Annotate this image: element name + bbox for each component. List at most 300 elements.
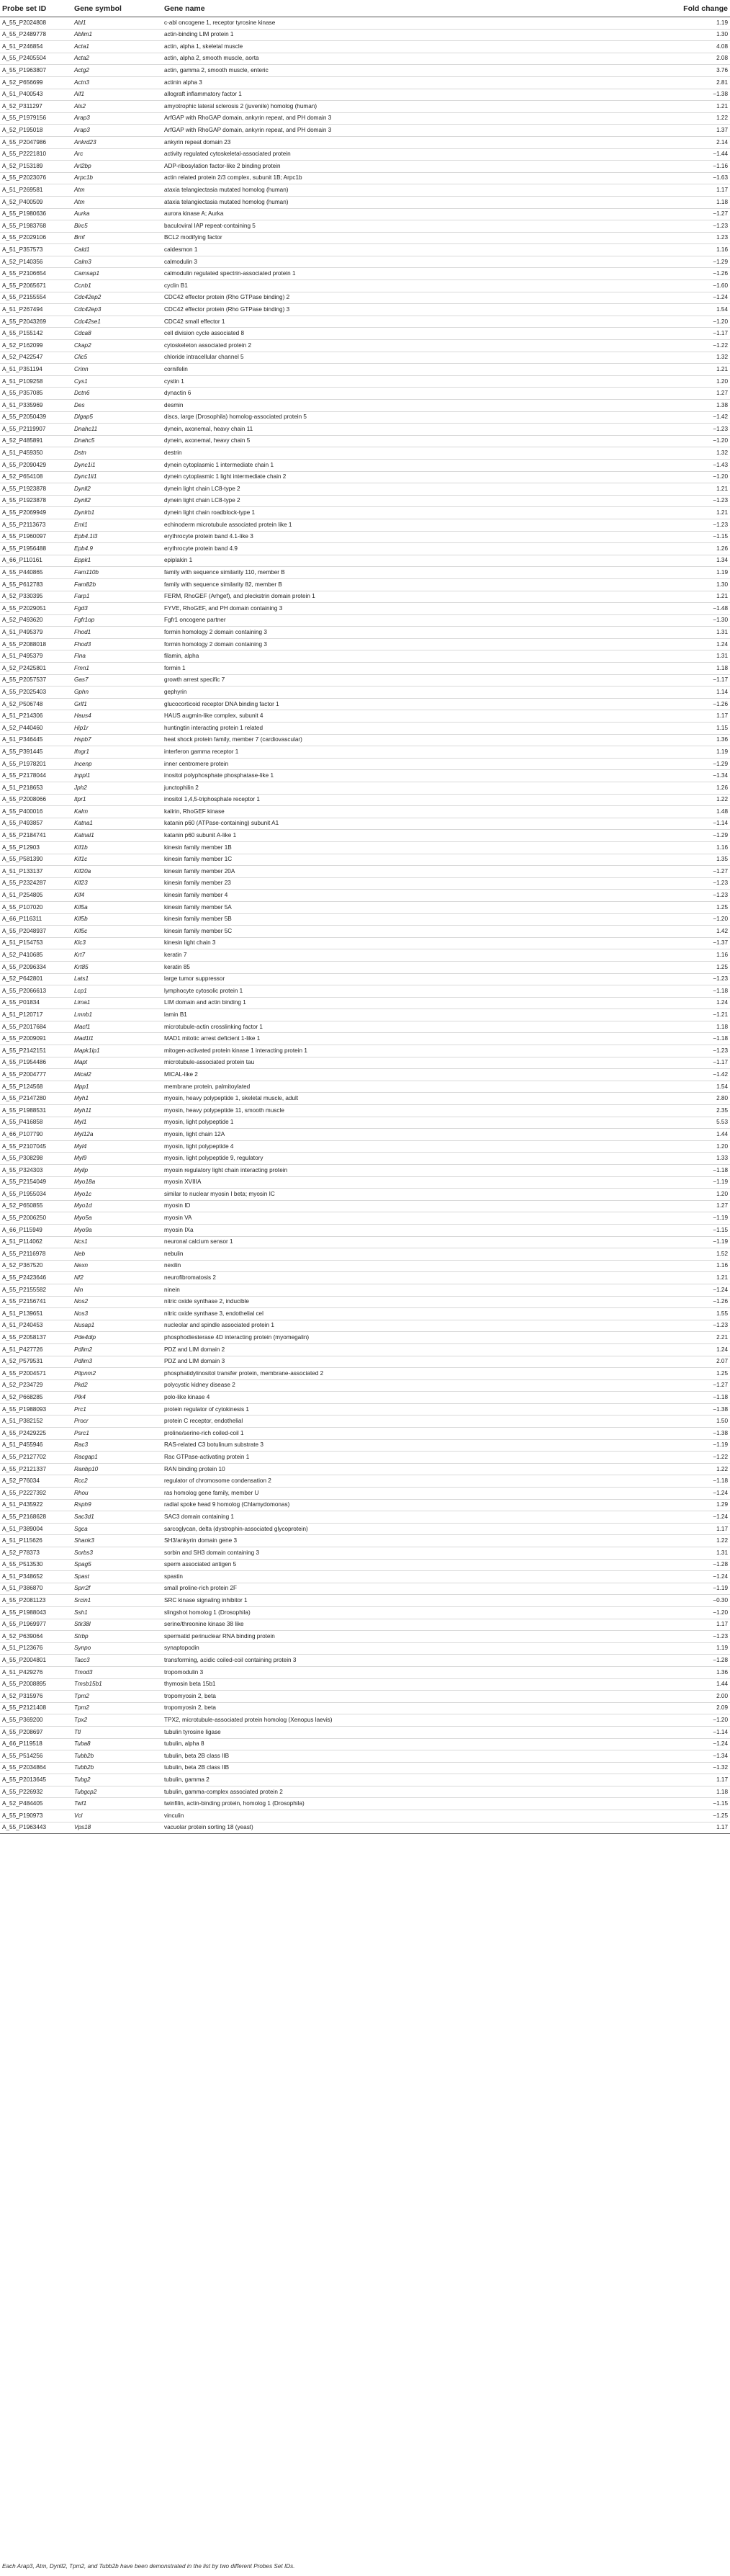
cell-probe-set-id: A_55_P1988531 (0, 1105, 72, 1117)
cell-gene-name: destrin (162, 447, 672, 460)
cell-fold-change: 1.55 (672, 1308, 730, 1320)
cell-gene-name: phosphatidylinositol transfer protein, membrane-associated 2 (162, 1368, 672, 1380)
cell-gene-symbol: Dctn6 (72, 388, 162, 400)
cell-gene-symbol: Myl4 (72, 1140, 162, 1153)
cell-fold-change: 2.35 (672, 1105, 730, 1117)
cell-fold-change: 1.31 (672, 650, 730, 663)
cell-probe-set-id: A_55_P1923878 (0, 495, 72, 507)
table-row (0, 1439, 730, 1452)
cell-fold-change: 2.09 (672, 1702, 730, 1714)
cell-fold-change: 1.48 (672, 806, 730, 818)
cell-fold-change: −1.20 (672, 913, 730, 926)
cell-gene-name: PDZ and LIM domain 2 (162, 1343, 672, 1356)
cell-fold-change: 1.17 (672, 1822, 730, 1834)
cell-fold-change: −1.24 (672, 1738, 730, 1750)
cell-probe-set-id: A_55_P2043269 (0, 316, 72, 328)
cell-probe-set-id: A_51_P269581 (0, 184, 72, 197)
cell-gene-symbol: Sgca (72, 1523, 162, 1535)
table-row (0, 901, 730, 913)
cell-fold-change: −1.15 (672, 1224, 730, 1236)
cell-probe-set-id: A_55_P2221810 (0, 148, 72, 161)
cell-gene-symbol: Pdlim2 (72, 1343, 162, 1356)
cell-probe-set-id: A_55_P324303 (0, 1165, 72, 1177)
table-row (0, 519, 730, 531)
cell-fold-change: −1.63 (672, 172, 730, 184)
cell-gene-symbol: Stk38l (72, 1619, 162, 1631)
table-row (0, 1535, 730, 1547)
cell-gene-name: nitric oxide synthase 3, endothelial cel (162, 1308, 672, 1320)
cell-gene-symbol: Incenp (72, 758, 162, 770)
cell-gene-name: echinoderm microtubule associated protein like 1 (162, 519, 672, 531)
cell-probe-set-id: A_55_P2023076 (0, 172, 72, 184)
cell-probe-set-id: A_55_P2034864 (0, 1762, 72, 1774)
cell-gene-symbol: Acta1 (72, 41, 162, 53)
table-row (0, 1248, 730, 1261)
cell-gene-symbol: Aurka (72, 208, 162, 220)
table-row (0, 985, 730, 998)
cell-probe-set-id: A_55_P2008066 (0, 794, 72, 806)
cell-probe-set-id: A_55_P1988093 (0, 1403, 72, 1416)
table-row (0, 663, 730, 675)
cell-probe-set-id: A_55_P1954486 (0, 1057, 72, 1069)
cell-gene-symbol: Prc1 (72, 1403, 162, 1416)
cell-fold-change: 2.80 (672, 1093, 730, 1105)
cell-fold-change: −0.30 (672, 1595, 730, 1607)
cell-gene-symbol: Tmsb15b1 (72, 1678, 162, 1691)
cell-probe-set-id: A_52_P78373 (0, 1547, 72, 1560)
cell-probe-set-id: A_55_P2121408 (0, 1702, 72, 1714)
cell-gene-name: family with sequence similarity 110, member B (162, 567, 672, 579)
cell-fold-change: 1.19 (672, 1642, 730, 1655)
table-row (0, 1296, 730, 1308)
table-row (0, 1200, 730, 1212)
cell-probe-set-id: A_51_P133137 (0, 866, 72, 878)
cell-gene-symbol: Birc5 (72, 220, 162, 233)
cell-probe-set-id: A_55_P226932 (0, 1786, 72, 1798)
cell-fold-change: 1.20 (672, 375, 730, 388)
table-row (0, 614, 730, 627)
table-body (0, 17, 730, 1834)
cell-probe-set-id: A_55_P2423646 (0, 1272, 72, 1284)
cell-gene-symbol: Dnahc5 (72, 435, 162, 447)
cell-fold-change: −1.28 (672, 1655, 730, 1667)
table-row (0, 1189, 730, 1201)
table-row (0, 1750, 730, 1763)
table-row (0, 1511, 730, 1524)
table-row (0, 1798, 730, 1810)
cell-gene-symbol: Tubgcp2 (72, 1786, 162, 1798)
cell-gene-name: family with sequence similarity 82, member B (162, 578, 672, 591)
cell-gene-symbol: Haus4 (72, 710, 162, 723)
cell-gene-name: inositol polyphosphate phosphatase-like 1 (162, 770, 672, 782)
cell-fold-change: −1.27 (672, 866, 730, 878)
header-fold-change: Fold change (672, 0, 730, 17)
cell-fold-change: 1.44 (672, 1678, 730, 1691)
cell-fold-change: −1.28 (672, 1559, 730, 1571)
cell-gene-symbol: Tuba8 (72, 1738, 162, 1750)
table-row (0, 770, 730, 782)
cell-gene-name: twinfilin, actin-binding protein, homolog 1 (Drosophila) (162, 1798, 672, 1810)
cell-fold-change: 1.21 (672, 101, 730, 113)
cell-gene-symbol: Sprr2f (72, 1583, 162, 1595)
cell-gene-name: filamin, alpha (162, 650, 672, 663)
table-row (0, 687, 730, 699)
cell-gene-name: transforming, acidic coiled-coil containing protein 3 (162, 1655, 672, 1667)
cell-gene-name: polycystic kidney disease 2 (162, 1379, 672, 1392)
cell-fold-change: −1.20 (672, 1606, 730, 1619)
cell-fold-change: 1.33 (672, 1153, 730, 1165)
header-probe-set-id: Probe set ID (0, 0, 72, 17)
cell-probe-set-id: A_55_P2004571 (0, 1368, 72, 1380)
cell-probe-set-id: A_66_P107790 (0, 1129, 72, 1141)
cell-probe-set-id: A_55_P369200 (0, 1714, 72, 1727)
cell-probe-set-id: A_55_P2008895 (0, 1678, 72, 1691)
cell-probe-set-id: A_52_P654108 (0, 471, 72, 483)
cell-probe-set-id: A_55_P2065671 (0, 280, 72, 292)
cell-gene-name: RAN binding protein 10 (162, 1463, 672, 1475)
cell-probe-set-id: A_51_P254805 (0, 890, 72, 902)
table-row (0, 1272, 730, 1284)
cell-gene-symbol: Bmf (72, 232, 162, 244)
table-row (0, 1403, 730, 1416)
cell-fold-change: −1.18 (672, 1392, 730, 1404)
cell-gene-symbol: Mad1l1 (72, 1033, 162, 1045)
table-row (0, 1666, 730, 1678)
cell-fold-change: −1.23 (672, 1320, 730, 1332)
cell-gene-name: dynein cytoplasmic 1 light intermediate chain 2 (162, 471, 672, 483)
cell-gene-name: kinesin family member 5A (162, 901, 672, 913)
cell-gene-name: allograft inflammatory factor 1 (162, 89, 672, 101)
cell-gene-name: caldesmon 1 (162, 244, 672, 256)
cell-gene-name: sorbin and SH3 domain containing 3 (162, 1547, 672, 1560)
cell-fold-change: 1.30 (672, 29, 730, 41)
cell-gene-name: amyotrophic lateral sclerosis 2 (juvenile) homolog (human) (162, 101, 672, 113)
cell-gene-name: similar to nuclear myosin I beta; myosin IC (162, 1189, 672, 1201)
cell-probe-set-id: A_55_P2081123 (0, 1595, 72, 1607)
table-row (0, 710, 730, 723)
table-row (0, 1105, 730, 1117)
cell-fold-change: −1.23 (672, 877, 730, 890)
cell-fold-change: 1.21 (672, 591, 730, 603)
cell-gene-name: kinesin family member 1C (162, 854, 672, 866)
cell-gene-symbol: Kif20a (72, 866, 162, 878)
cell-fold-change: −1.19 (672, 1176, 730, 1189)
cell-gene-symbol: Cdc42ep2 (72, 292, 162, 304)
cell-fold-change: −1.26 (672, 1296, 730, 1308)
cell-gene-symbol: Vcl (72, 1810, 162, 1823)
cell-gene-name: myosin, light polypeptide 1 (162, 1117, 672, 1129)
cell-fold-change: 1.24 (672, 638, 730, 650)
cell-gene-name: tubulin, gamma 2 (162, 1774, 672, 1786)
cell-fold-change: 1.18 (672, 196, 730, 208)
cell-probe-set-id: A_55_P1988043 (0, 1606, 72, 1619)
cell-gene-name: proline/serine-rich coiled-coil 1 (162, 1428, 672, 1440)
cell-probe-set-id: A_55_P581390 (0, 854, 72, 866)
cell-gene-symbol: Acta2 (72, 53, 162, 65)
cell-fold-change: 1.19 (672, 17, 730, 30)
cell-gene-symbol: Cdc42se1 (72, 316, 162, 328)
cell-gene-name: TPX2, microtubule-associated protein homolog (Xenopus laevis) (162, 1714, 672, 1727)
cell-fold-change: 1.19 (672, 567, 730, 579)
cell-probe-set-id: A_51_P400543 (0, 89, 72, 101)
table-row (0, 830, 730, 842)
cell-gene-name: radial spoke head 9 homolog (Chlamydomonas) (162, 1499, 672, 1511)
table-row (0, 125, 730, 137)
cell-fold-change: 1.25 (672, 961, 730, 973)
table-row (0, 471, 730, 483)
cell-gene-symbol: Myl9 (72, 1153, 162, 1165)
cell-probe-set-id: A_55_P416858 (0, 1117, 72, 1129)
table-row (0, 1260, 730, 1272)
cell-gene-symbol: Kif5a (72, 901, 162, 913)
cell-gene-name: nexilin (162, 1260, 672, 1272)
cell-gene-symbol: Gphn (72, 687, 162, 699)
cell-fold-change: −1.23 (672, 424, 730, 436)
cell-probe-set-id: A_51_P335969 (0, 400, 72, 412)
cell-fold-change: −1.32 (672, 1762, 730, 1774)
table-row (0, 1428, 730, 1440)
cell-gene-symbol: Kif1c (72, 854, 162, 866)
cell-gene-name: dynein light chain LC8-type 2 (162, 483, 672, 496)
cell-gene-name: glucocorticoid receptor DNA binding factor 1 (162, 698, 672, 710)
cell-gene-name: kinesin family member 1B (162, 841, 672, 854)
cell-gene-name: erythrocyte protein band 4.9 (162, 543, 672, 555)
table-row (0, 782, 730, 795)
cell-gene-name: kinesin family member 23 (162, 877, 672, 890)
cell-fold-change: 1.32 (672, 352, 730, 364)
cell-fold-change: 1.26 (672, 543, 730, 555)
cell-probe-set-id: A_52_P76034 (0, 1475, 72, 1488)
cell-fold-change: 1.20 (672, 1140, 730, 1153)
cell-gene-symbol: Psrc1 (72, 1428, 162, 1440)
cell-gene-name: SAC3 domain containing 1 (162, 1511, 672, 1524)
cell-probe-set-id: A_55_P12903 (0, 841, 72, 854)
cell-fold-change: 1.17 (672, 184, 730, 197)
cell-gene-symbol: Myo5a (72, 1212, 162, 1225)
cell-fold-change: −1.18 (672, 985, 730, 998)
cell-probe-set-id: A_55_P2013645 (0, 1774, 72, 1786)
cell-gene-name: BCL2 modifying factor (162, 232, 672, 244)
cell-gene-name: inositol 1,4,5-triphosphate receptor 1 (162, 794, 672, 806)
cell-gene-name: tubulin, beta 2B class IIB (162, 1762, 672, 1774)
cell-gene-name: lymphocyte cytosolic protein 1 (162, 985, 672, 998)
cell-probe-set-id: A_51_P139651 (0, 1308, 72, 1320)
cell-gene-symbol: Kalrn (72, 806, 162, 818)
cell-gene-name: mitogen-activated protein kinase 1 interacting protein 1 (162, 1045, 672, 1057)
cell-probe-set-id: A_55_P2057537 (0, 674, 72, 687)
cell-gene-name: myosin, light polypeptide 4 (162, 1140, 672, 1153)
table-row (0, 1140, 730, 1153)
cell-gene-name: MICAL-like 2 (162, 1069, 672, 1081)
cell-gene-symbol: Cys1 (72, 375, 162, 388)
cell-gene-symbol: Dync1i1 (72, 459, 162, 471)
cell-probe-set-id: A_52_P311297 (0, 101, 72, 113)
table-row (0, 1284, 730, 1296)
table-row (0, 459, 730, 471)
cell-probe-set-id: A_52_P153189 (0, 161, 72, 173)
cell-probe-set-id: A_52_P162099 (0, 340, 72, 352)
cell-gene-name: ArfGAP with RhoGAP domain, ankyrin repeat, and PH domain 3 (162, 125, 672, 137)
cell-probe-set-id: A_51_P123676 (0, 1642, 72, 1655)
cell-probe-set-id: A_55_P400016 (0, 806, 72, 818)
cell-gene-symbol: Camsap1 (72, 268, 162, 280)
table-row (0, 136, 730, 148)
cell-gene-symbol: Als2 (72, 101, 162, 113)
cell-probe-set-id: A_55_P107020 (0, 901, 72, 913)
cell-gene-symbol: Fgfr1op (72, 614, 162, 627)
cell-gene-symbol: Nf2 (72, 1272, 162, 1284)
cell-probe-set-id: A_51_P120717 (0, 1009, 72, 1021)
cell-fold-change: 1.17 (672, 710, 730, 723)
cell-gene-symbol: Rhou (72, 1488, 162, 1500)
cell-gene-name: aurora kinase A; Aurka (162, 208, 672, 220)
cell-gene-symbol: Fhod1 (72, 627, 162, 639)
cell-gene-symbol: Lats1 (72, 973, 162, 985)
cell-fold-change: −1.15 (672, 1798, 730, 1810)
cell-probe-set-id: A_51_P389004 (0, 1523, 72, 1535)
table-row (0, 1595, 730, 1607)
table-row (0, 1320, 730, 1332)
cell-gene-symbol: Nos2 (72, 1296, 162, 1308)
cell-fold-change: −1.27 (672, 208, 730, 220)
cell-gene-name: microtubule-actin crosslinking factor 1 (162, 1021, 672, 1033)
cell-gene-name: protein regulator of cytokinesis 1 (162, 1403, 672, 1416)
cell-gene-symbol: Actn3 (72, 76, 162, 89)
cell-gene-name: phosphodiesterase 4D interacting protein (myomegalin) (162, 1332, 672, 1344)
cell-gene-name: synaptopodin (162, 1642, 672, 1655)
cell-gene-name: tropomyosin 2, beta (162, 1691, 672, 1703)
cell-probe-set-id: A_55_P2107045 (0, 1140, 72, 1153)
cell-gene-symbol: Rac3 (72, 1439, 162, 1452)
cell-gene-name: ADP-ribosylation factor-like 2 binding protein (162, 161, 672, 173)
cell-gene-name: kinesin family member 20A (162, 866, 672, 878)
cell-gene-name: c-abl oncogene 1, receptor tyrosine kinase (162, 17, 672, 30)
cell-gene-symbol: Racgap1 (72, 1452, 162, 1464)
table-row (0, 1057, 730, 1069)
cell-probe-set-id: A_55_P514256 (0, 1750, 72, 1763)
cell-fold-change: 1.27 (672, 1200, 730, 1212)
cell-gene-name: dynactin 6 (162, 388, 672, 400)
cell-gene-name: myosin, light chain 12A (162, 1129, 672, 1141)
cell-fold-change: −1.19 (672, 1236, 730, 1248)
cell-gene-name: nitric oxide synthase 2, inducible (162, 1296, 672, 1308)
cell-fold-change: −1.43 (672, 459, 730, 471)
cell-gene-symbol: Shank3 (72, 1535, 162, 1547)
cell-fold-change: −1.22 (672, 340, 730, 352)
cell-gene-symbol: Ifngr1 (72, 746, 162, 759)
cell-fold-change: 1.20 (672, 1189, 730, 1201)
table-row (0, 961, 730, 973)
cell-probe-set-id: A_55_P2121337 (0, 1463, 72, 1475)
cell-gene-symbol: Dstn (72, 447, 162, 460)
cell-gene-symbol: Hip1r (72, 723, 162, 735)
table-row (0, 375, 730, 388)
cell-gene-symbol: Des (72, 400, 162, 412)
cell-gene-symbol: Cdca8 (72, 328, 162, 340)
cell-fold-change: −1.19 (672, 1212, 730, 1225)
cell-probe-set-id: A_51_P115626 (0, 1535, 72, 1547)
cell-probe-set-id: A_55_P2489778 (0, 29, 72, 41)
table-row (0, 1642, 730, 1655)
cell-probe-set-id: A_51_P459350 (0, 447, 72, 460)
cell-fold-change: 1.30 (672, 578, 730, 591)
cell-gene-symbol: Vps18 (72, 1822, 162, 1834)
header-gene-symbol: Gene symbol (72, 0, 162, 17)
cell-gene-symbol: Tpm2 (72, 1702, 162, 1714)
cell-gene-symbol: Arpc1b (72, 172, 162, 184)
cell-gene-name: CDC42 effector protein (Rho GTPase binding) 2 (162, 292, 672, 304)
cell-gene-name: formin 1 (162, 663, 672, 675)
cell-gene-symbol: Ckap2 (72, 340, 162, 352)
table-row (0, 76, 730, 89)
cell-fold-change: −1.23 (672, 890, 730, 902)
cell-gene-symbol: Farp1 (72, 591, 162, 603)
cell-gene-symbol: Pdlim3 (72, 1356, 162, 1368)
cell-probe-set-id: A_55_P440865 (0, 567, 72, 579)
table-row (0, 1069, 730, 1081)
cell-gene-name: chloride intracellular channel 5 (162, 352, 672, 364)
cell-fold-change: −1.34 (672, 770, 730, 782)
table-row (0, 866, 730, 878)
cell-gene-name: ArfGAP with RhoGAP domain, ankyrin repeat, and PH domain 3 (162, 112, 672, 125)
cell-gene-symbol: Fam82b (72, 578, 162, 591)
table-row (0, 1786, 730, 1798)
header-gene-name: Gene name (162, 0, 672, 17)
cell-gene-symbol: Epb4.9 (72, 543, 162, 555)
cell-gene-symbol: Arap3 (72, 112, 162, 125)
cell-probe-set-id: A_52_P642801 (0, 973, 72, 985)
cell-gene-name: vinculin (162, 1810, 672, 1823)
cell-fold-change: 1.36 (672, 734, 730, 746)
cell-gene-name: kinesin light chain 3 (162, 937, 672, 949)
cell-gene-symbol: Kif23 (72, 877, 162, 890)
cell-fold-change: 1.34 (672, 555, 730, 567)
cell-fold-change: −1.21 (672, 1009, 730, 1021)
table-row (0, 1499, 730, 1511)
table-row (0, 435, 730, 447)
table-row (0, 543, 730, 555)
cell-fold-change: −1.17 (672, 674, 730, 687)
cell-probe-set-id: A_55_P01834 (0, 997, 72, 1009)
table-row (0, 1762, 730, 1774)
cell-probe-set-id: A_52_P234729 (0, 1379, 72, 1392)
cell-gene-name: Rac GTPase-activating protein 1 (162, 1452, 672, 1464)
table-row (0, 997, 730, 1009)
cell-gene-name: protein C receptor, endothelial (162, 1416, 672, 1428)
cell-probe-set-id: A_55_P2050439 (0, 411, 72, 424)
cell-probe-set-id: A_52_P668285 (0, 1392, 72, 1404)
table-row (0, 220, 730, 233)
table-row (0, 411, 730, 424)
table-row (0, 674, 730, 687)
table-row (0, 1655, 730, 1667)
cell-fold-change: −1.60 (672, 280, 730, 292)
cell-gene-name: SH3/ankyrin domain gene 3 (162, 1535, 672, 1547)
cell-gene-name: keratin 7 (162, 949, 672, 962)
cell-probe-set-id: A_51_P429276 (0, 1666, 72, 1678)
cell-gene-name: sperm associated antigen 5 (162, 1559, 672, 1571)
cell-probe-set-id: A_55_P2178044 (0, 770, 72, 782)
cell-gene-symbol: Myo9a (72, 1224, 162, 1236)
cell-gene-symbol: Myo1d (72, 1200, 162, 1212)
cell-probe-set-id: A_51_P246854 (0, 41, 72, 53)
cell-gene-name: thymosin beta 15b1 (162, 1678, 672, 1691)
table-row (0, 1033, 730, 1045)
cell-gene-name: myosin regulatory light chain interacting protein (162, 1165, 672, 1177)
cell-probe-set-id: A_51_P351194 (0, 364, 72, 376)
cell-gene-symbol: Fmn1 (72, 663, 162, 675)
cell-gene-symbol: Hspb7 (72, 734, 162, 746)
